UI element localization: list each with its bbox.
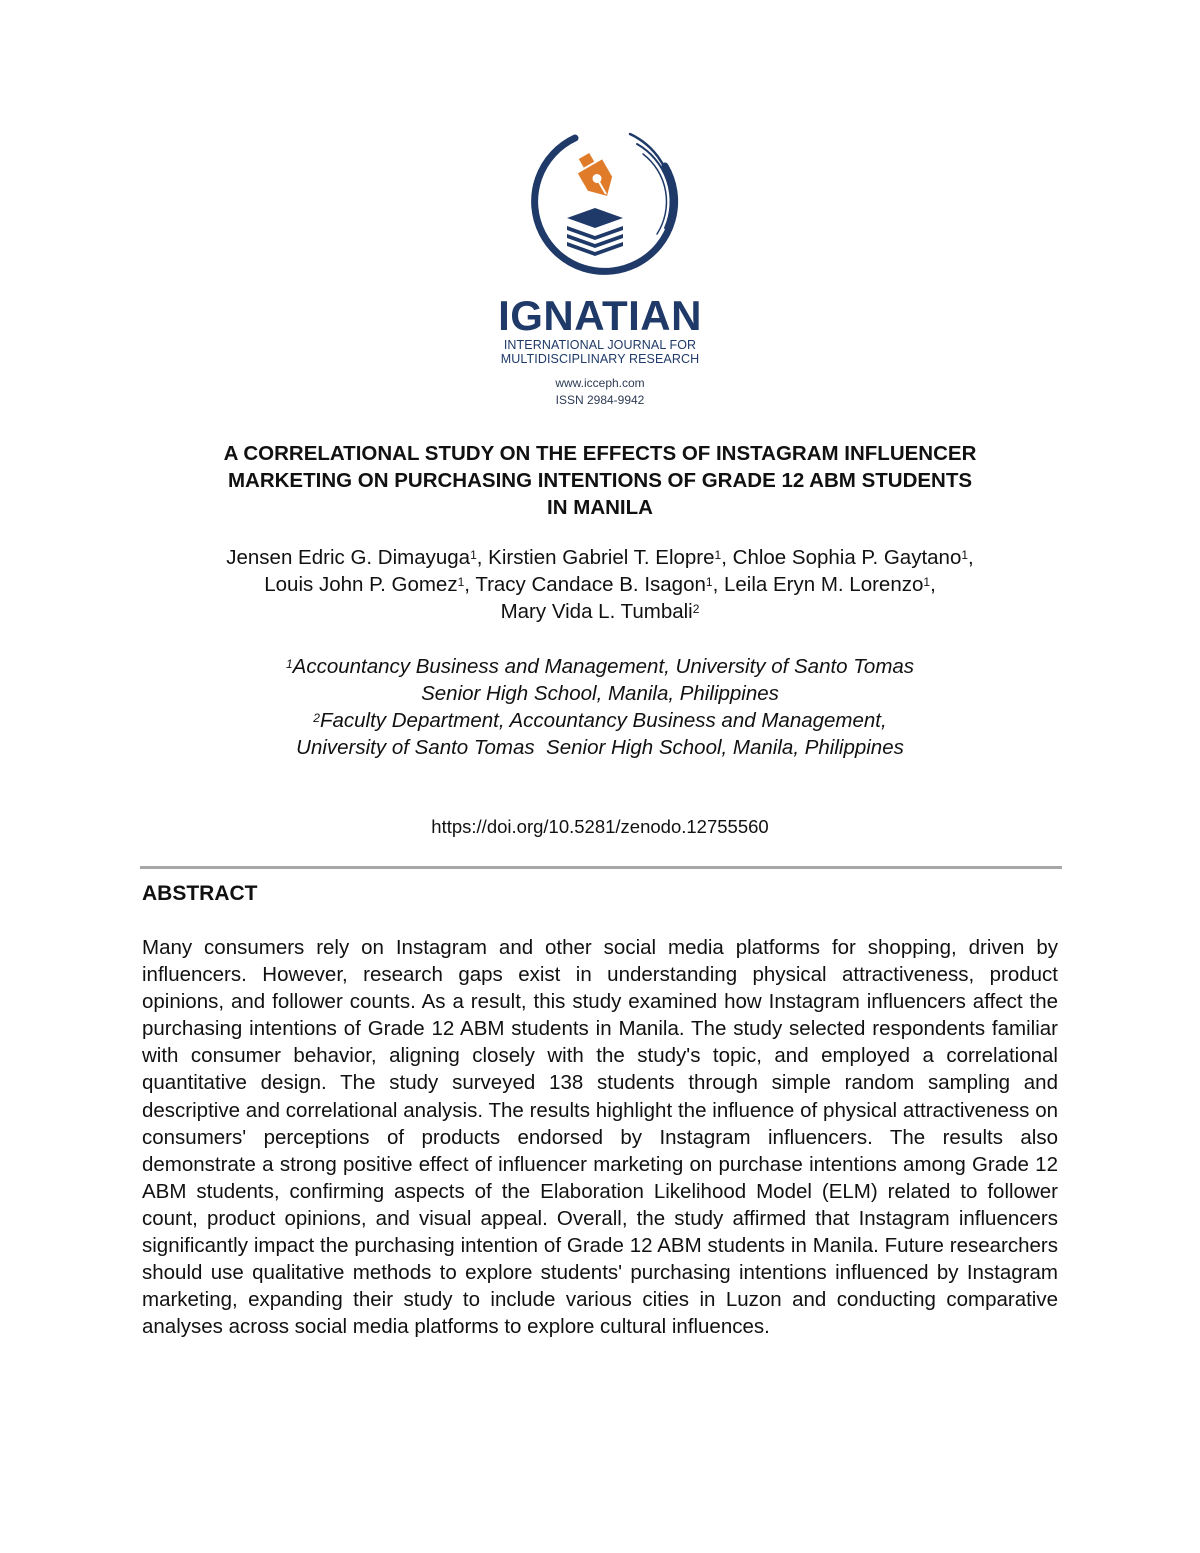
author: Kirstien Gabriel T. Elopre$^1$ (488, 546, 722, 569)
paper-title (140, 440, 1060, 521)
journal-subtitle-line1: INTERNATIONAL JOURNAL FOR (503, 338, 697, 352)
journal-subtitle-line2: MULTIDISCIPLINARY RESEARCH (500, 352, 700, 366)
journal-emblem-icon (515, 116, 685, 286)
author-list: Jensen Edric G. Dimayuga$^1$, Kirstien Gabriel T. Elopre$^1$, Chloe Sophia P. Gaytano$^1$, Louis John P. Gomez$^1$, Tracy Candace B. Isagon$^1$, Leila Eryn M. Lorenzo$^1$, Mary Vida L. Tumbali$^2$ (226, 546, 974, 623)
affiliation-line: Accountancy Business and Management, University of Santo Tomas (292, 655, 915, 678)
section-divider (140, 866, 1062, 869)
author: Chloe Sophia P. Gaytano$^1$ (732, 546, 969, 569)
title-line: A CORRELATIONAL STUDY ON THE EFFECTS OF INSTAGRAM INFLUENCER (223, 442, 977, 465)
affiliation-line: Senior High School, Manila, Philippines (421, 682, 779, 705)
abstract-body: Many consumers rely on Instagram and other social media platforms for shopping, driven by influencers. However, research gaps exist in understanding physical attractiveness, product opinions, and follower counts. As a result, this study examined how Instagram influencers affect the purchasing intentions of Grade 12 ABM students in Manila. The study selected respondents familiar with consumer behavior, aligning closely with the study's topic, and employed a correlational quantitative design. The study surveyed 138 students through simple random sampling and descriptive and correlational analysis. The results highlight the influence of physical attractiveness on consumers' perceptions of products endorsed by Instagram influencers. The results also demonstrate a strong positive effect of influencer marketing on purchase intentions among Grade 12 ABM students, confirming aspects of the Elaboration Likelihood Model (ELM) related to follower count, product opinions, and visual appeal. Overall, the study affirmed that Instagram influencers significantly impact the purchasing intention of Grade 12 ABM students in Manila. Future researchers should use qualitative methods to explore students' purchasing intentions influenced by Instagram marketing, expanding their study to include various cities in Luzon and conducting comparative analyses across social media platforms to explore cultural influences. (142, 936, 1058, 1339)
affiliation-mark: 2 (313, 711, 320, 725)
title-line: MARKETING ON PURCHASING INTENTIONS OF GRADE 12 ABM STUDENTS (227, 469, 973, 492)
affiliation-mark: 1 (285, 657, 293, 671)
author: Louis John P. Gomez$^1$ (264, 573, 465, 596)
affiliation-line: Faculty Department, Accountancy Business and Management, (319, 709, 887, 732)
abstract-heading: ABSTRACT (142, 882, 258, 905)
affiliation-line: University of Santo Tomas Senior High School, Manila, Philippines (296, 736, 904, 759)
journal-logo (0, 116, 1200, 409)
author: Tracy Candace B. Isagon$^1$ (475, 573, 713, 596)
journal-name: IGNATIAN (498, 292, 702, 339)
author: Leila Eryn M. Lorenzo$^1$ (723, 573, 931, 596)
author: Mary Vida L. Tumbali$^2$ (500, 600, 700, 623)
doi-link[interactable]: https://doi.org/10.5281/zenodo.12755560 (431, 816, 769, 837)
author: Jensen Edric G. Dimayuga$^1$ (226, 546, 477, 569)
affiliations (140, 653, 1060, 761)
title-line: IN MANILA (547, 496, 653, 519)
journal-website: www.icceph.com (555, 376, 645, 390)
journal-issn: ISSN 2984-9942 (555, 393, 645, 407)
